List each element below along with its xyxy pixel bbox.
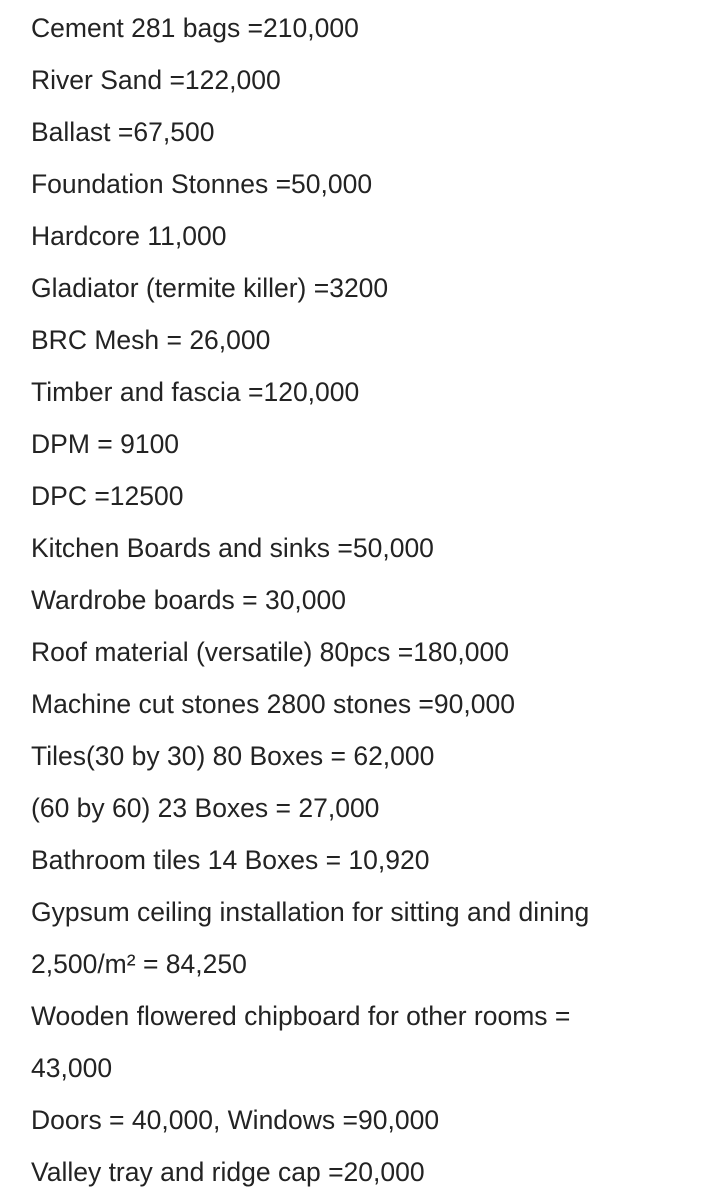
- cost-line-river-sand: River Sand =122,000: [31, 65, 281, 95]
- cost-line-hardcore: Hardcore 11,000: [31, 221, 227, 251]
- cost-line-gypsum-ceiling-cost: 2,500/m² = 84,250: [31, 949, 247, 979]
- cost-line-termite-killer: Gladiator (termite killer) =3200: [31, 273, 389, 303]
- cost-line-dpc: DPC =12500: [31, 481, 184, 511]
- materials-cost-list: [31, 2, 711, 1198]
- cost-line-chipboard: Wooden flowered chipboard for other rooms =: [31, 1001, 571, 1031]
- cost-line-dpm: DPM = 9100: [31, 429, 180, 459]
- cost-line-tiles-30: Tiles(30 by 30) 80 Boxes = 62,000: [31, 741, 435, 771]
- cost-line-gypsum-ceiling: Gypsum ceiling installation for sitting and dining: [31, 897, 590, 927]
- cost-line-kitchen-boards: Kitchen Boards and sinks =50,000: [31, 533, 434, 563]
- cost-line-brc-mesh: BRC Mesh = 26,000: [31, 325, 271, 355]
- cost-line-tiles-60: (60 by 60) 23 Boxes = 27,000: [31, 793, 380, 823]
- cost-line-roof-material: Roof material (versatile) 80pcs =180,000: [31, 637, 509, 667]
- cost-line-timber-fascia: Timber and fascia =120,000: [31, 377, 360, 407]
- cost-line-doors-windows: Doors = 40,000, Windows =90,000: [31, 1105, 440, 1135]
- cost-line-foundation-stones: Foundation Stonnes =50,000: [31, 169, 373, 199]
- cost-line-machine-cut-stones: Machine cut stones 2800 stones =90,000: [31, 689, 515, 719]
- cost-line-chipboard-cost: 43,000: [31, 1053, 113, 1083]
- cost-line-ballast: Ballast =67,500: [31, 117, 215, 147]
- cost-line-cement: Cement 281 bags =210,000: [31, 13, 359, 43]
- cost-line-bathroom-tiles: Bathroom tiles 14 Boxes = 10,920: [31, 845, 430, 875]
- cost-line-valley-tray: Valley tray and ridge cap =20,000: [31, 1157, 425, 1187]
- cost-line-wardrobe-boards: Wardrobe boards = 30,000: [31, 585, 347, 615]
